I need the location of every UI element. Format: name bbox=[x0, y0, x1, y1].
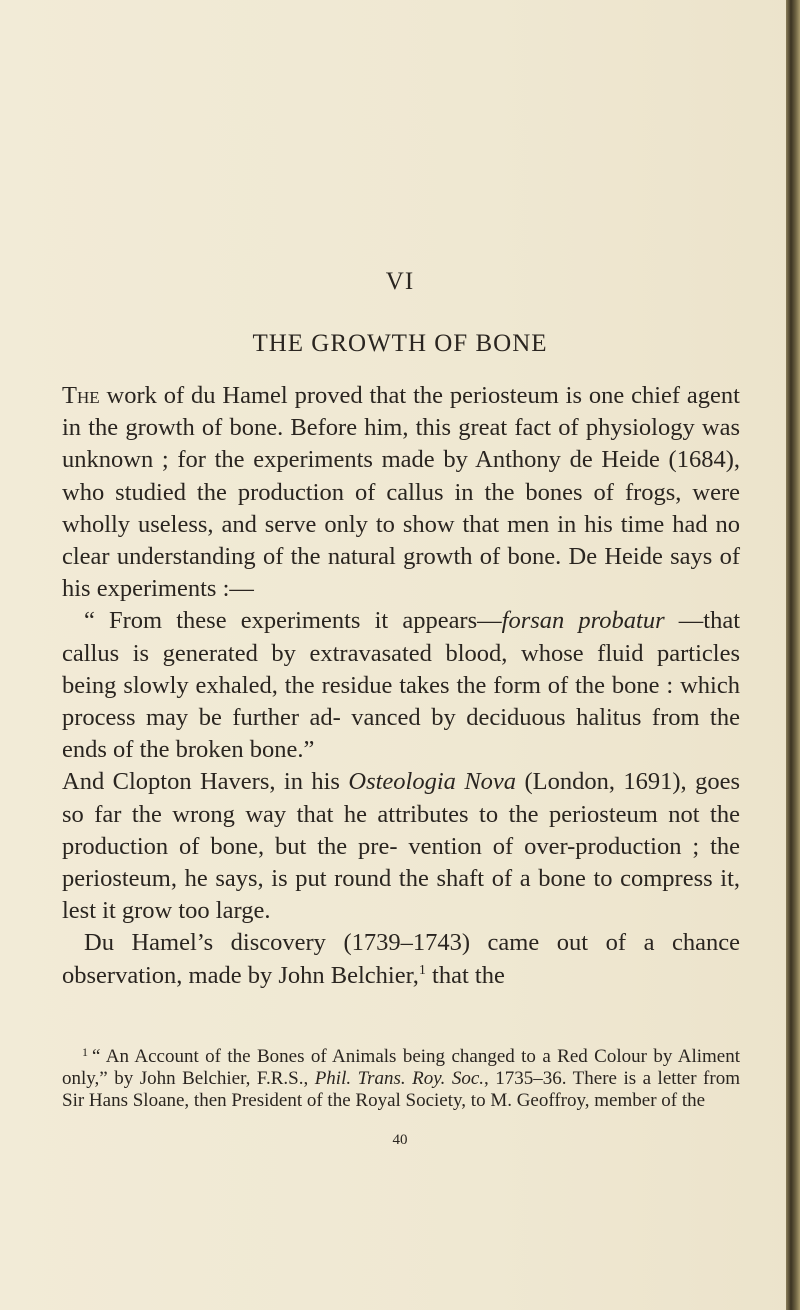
quote-text-start: “ From these experiments it appears— bbox=[84, 607, 502, 635]
paragraph-du-hamel bbox=[62, 927, 740, 991]
paragraph-1 bbox=[62, 380, 740, 605]
book-binding-edge bbox=[786, 0, 800, 1310]
du-hamel-text-end: that the bbox=[425, 961, 505, 989]
footnote-text-end: , 1735–36. There is a letter from Sir Hans Sloane, then President of the Royal Society, to M. Geoffroy, member of the bbox=[62, 1068, 740, 1111]
paragraph-quote bbox=[62, 605, 740, 766]
chapter-title: THE GROWTH OF BONE bbox=[252, 330, 548, 357]
footnote bbox=[62, 1046, 740, 1112]
book-title-italic: Osteologia Nova bbox=[348, 768, 517, 796]
footnote-text-start: “ An Account of the Bones of Animals being changed to a Red Colour by Aliment only,” by John Belchier, F.R.S., bbox=[62, 1046, 740, 1089]
footnote-journal-italic: Phil. Trans. Roy. Soc. bbox=[314, 1068, 485, 1089]
quote-text-end: —that callus is generated by extravasated blood, whose fluid particles being slowly exhaled, the residue takes the form of the bone : which process may be further ad- vanced by deciduous halitus from the ends of the broken bone.” bbox=[62, 607, 740, 764]
havers-text-end: (London, 1691), goes so far the wrong way that he attributes to the periosteum not the production of bone, but the pre- vention of over-production ; the periosteum, he says, is put round the shaft of a bone to compress it, lest it grow too large. bbox=[62, 768, 740, 925]
paragraph-havers bbox=[62, 766, 740, 927]
body-text bbox=[62, 380, 740, 992]
footnote-mark: 1 bbox=[82, 1045, 88, 1059]
chapter-number: VI bbox=[385, 268, 415, 295]
du-hamel-text: Du Hamel’s discovery (1739–1743) came out of a chance observation, made by John Belchier, bbox=[62, 929, 740, 989]
havers-text-start: And Clopton Havers, in his bbox=[62, 768, 349, 796]
footnote-reference[interactable]: 1 bbox=[418, 962, 426, 978]
paragraph-1-text: work of du Hamel proved that the periosteum is one chief agent in the growth of bone. Before him, this great fact of physiology was unknown ; for the experiments made by Anthony de Heide (1684), who studied the production of callus in the bones of frogs, were wholly useless, and serve only to show that men in his time had no clear understanding of the natural growth of bone. De Heide says of his experiments :— bbox=[62, 382, 740, 603]
page-number: 40 bbox=[392, 1132, 408, 1148]
lead-in-word: The bbox=[62, 382, 100, 409]
quote-italic-phrase: forsan probatur bbox=[501, 607, 665, 635]
